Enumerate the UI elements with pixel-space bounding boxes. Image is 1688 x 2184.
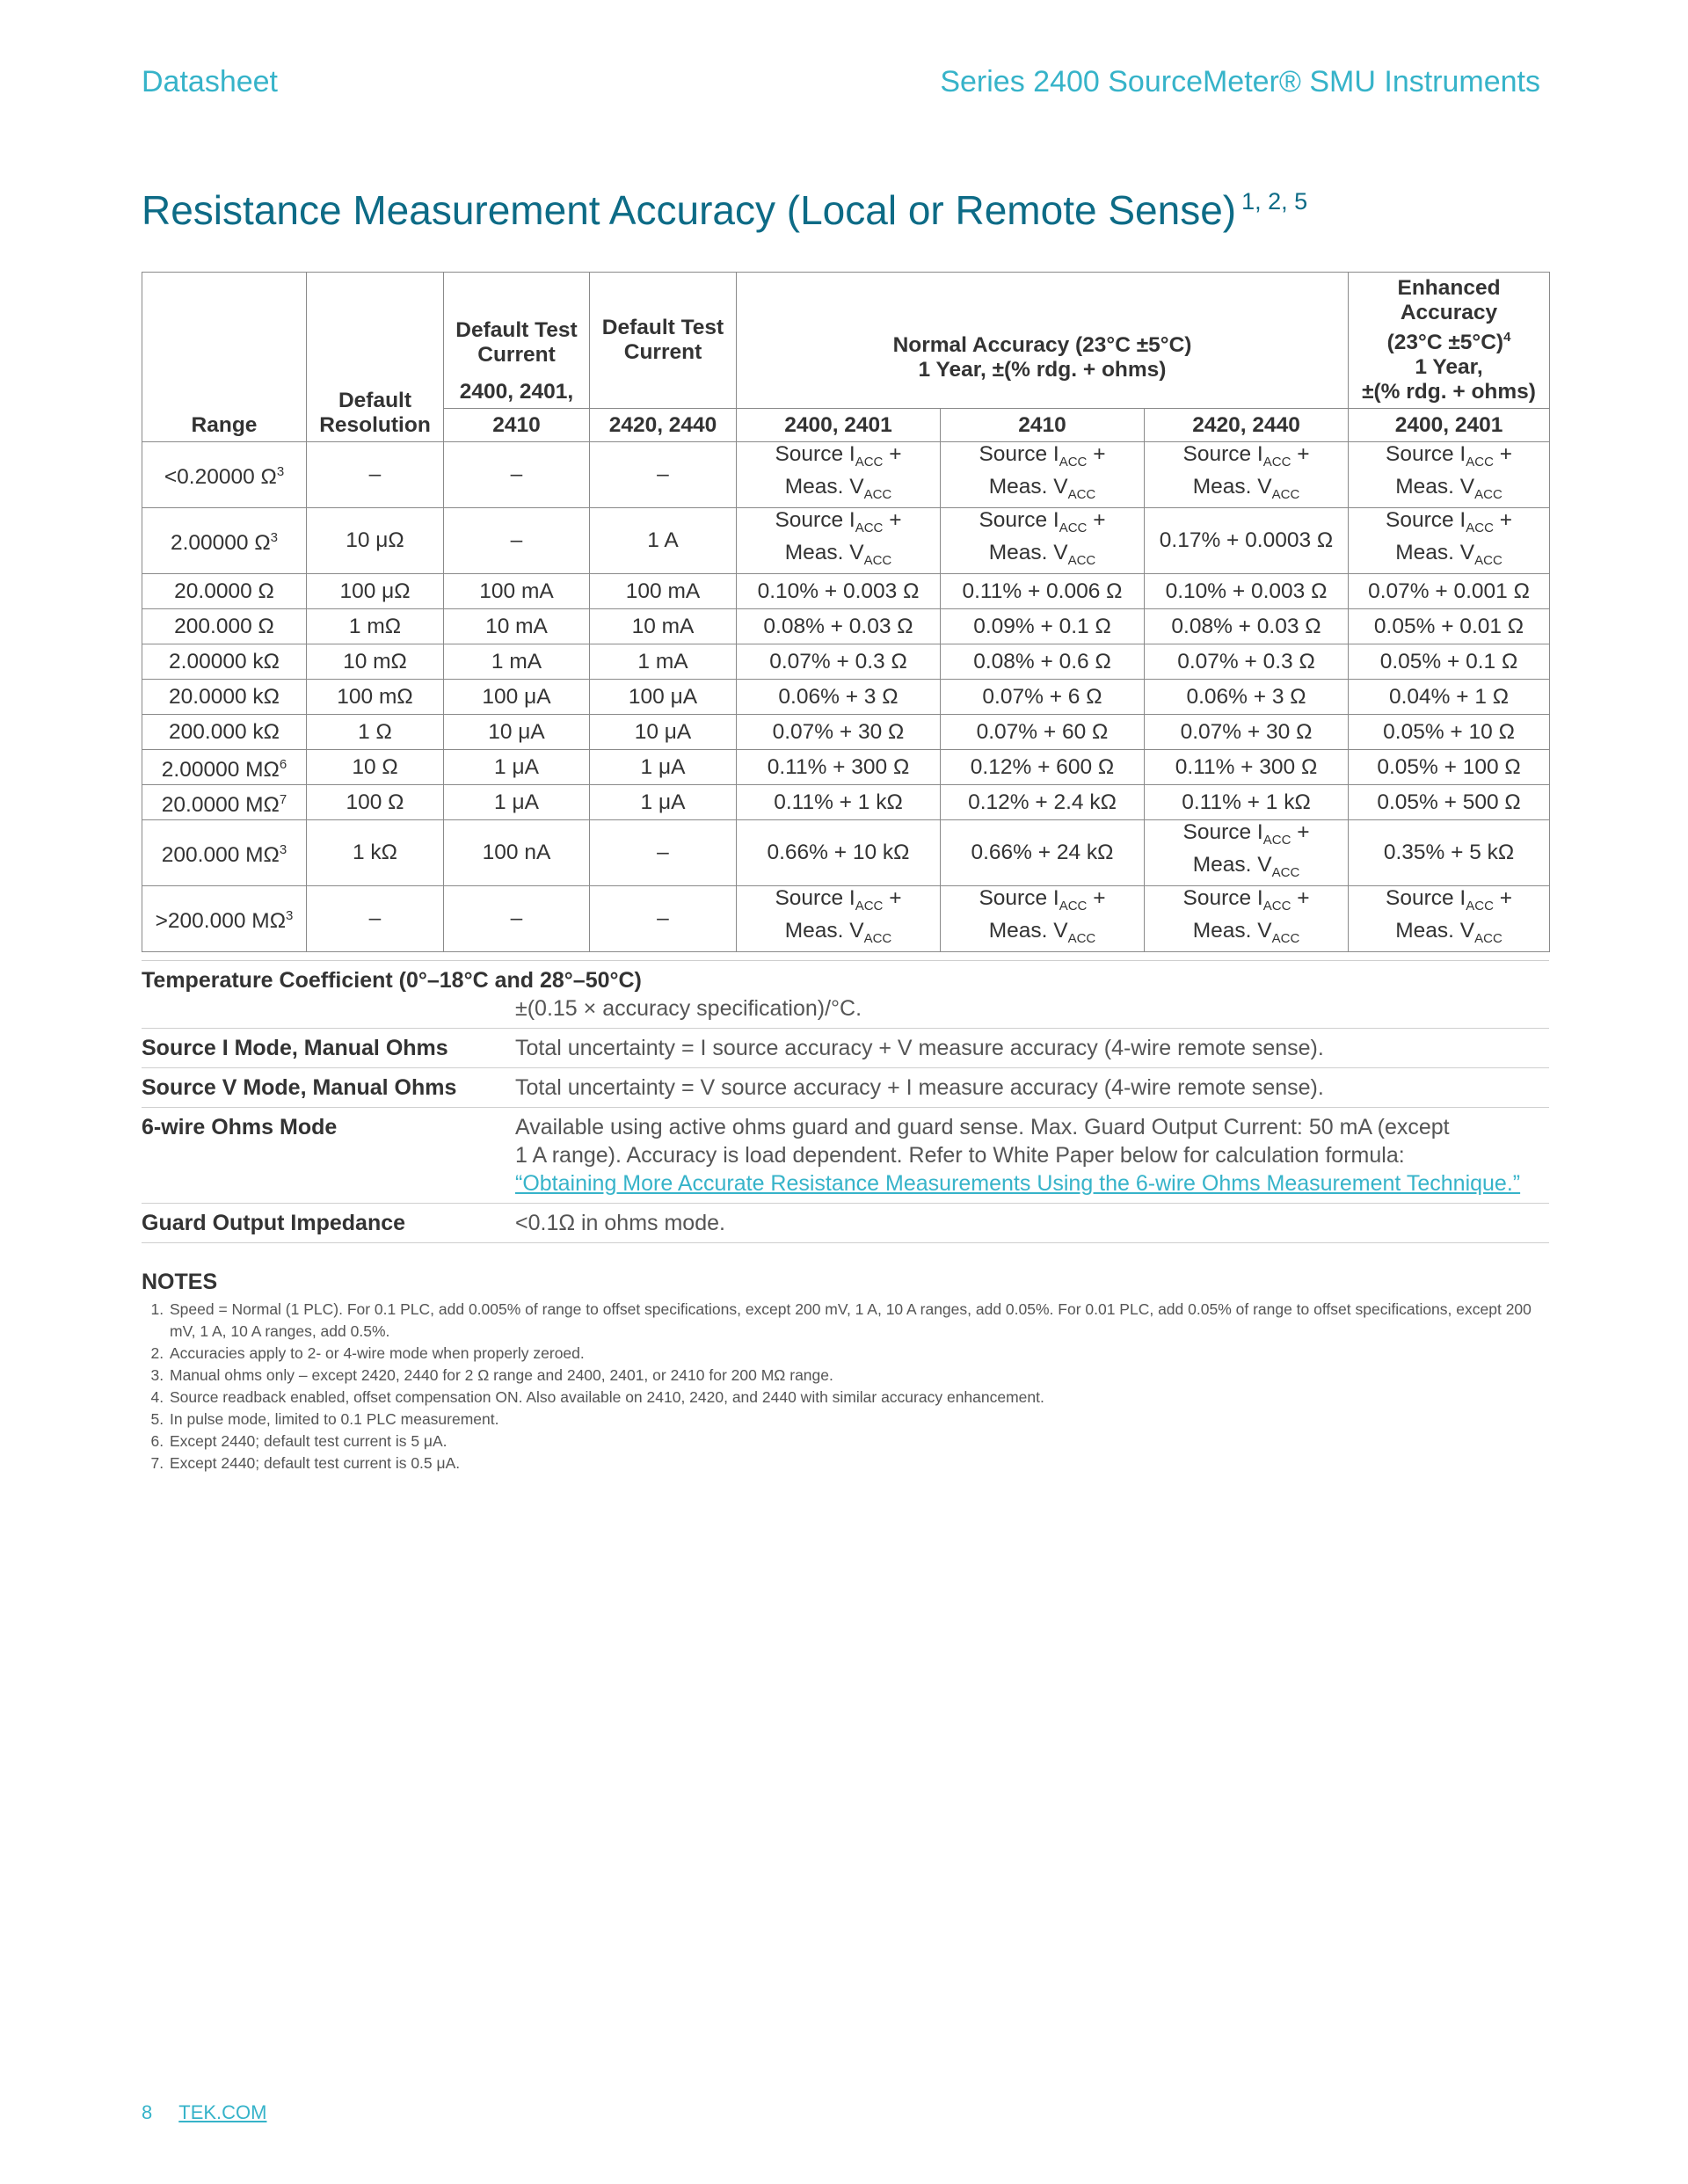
cell-normal-accuracy-2 (941, 886, 1145, 952)
cell-normal-accuracy-2: 0.11% + 0.006 Ω (941, 574, 1145, 609)
cell-range (142, 508, 307, 574)
cell-enhanced-accuracy: 0.07% + 0.001 Ω (1349, 574, 1550, 609)
acc-subscript: ACC (1474, 487, 1502, 502)
cell-range (142, 609, 307, 644)
cell-normal-accuracy-3: 0.11% + 300 Ω (1145, 750, 1349, 785)
cell-enhanced-accuracy: 0.05% + 500 Ω (1349, 785, 1550, 820)
header-normal-l2: 1 Year, ±(% rdg. + ohms) (918, 358, 1167, 382)
header-test-current-a-l1: Default Test (455, 318, 578, 342)
cell-range (142, 574, 307, 609)
cell-range (142, 715, 307, 750)
cell-resolution: 10 mΩ (307, 644, 444, 680)
plus-sign: + (1297, 886, 1310, 910)
header-normal-model-1: 2400, 2401 (737, 409, 941, 442)
cell-range (142, 886, 307, 952)
spec-source-i-mode (142, 1028, 1549, 1067)
note-item: 2. Accuracies apply to 2- or 4-wire mode when properly zeroed. (168, 1343, 1549, 1365)
plus-sign: + (1093, 508, 1106, 532)
cell-test-current-a: 1 mA (444, 644, 590, 680)
acc-subscript: ACC (1271, 931, 1300, 946)
doc-type-label: Datasheet (142, 65, 278, 98)
spec-value (515, 1113, 1549, 1198)
cell-range (142, 785, 307, 820)
cell-normal-accuracy-2: 0.07% + 6 Ω (941, 680, 1145, 715)
header-enhanced-l4: 1 Year, (1415, 355, 1483, 379)
cell-normal-accuracy-2 (941, 508, 1145, 574)
cell-range (142, 820, 307, 886)
resistance-accuracy-table (142, 272, 1550, 952)
page-number: 8 (142, 2101, 153, 2123)
meas-label: Meas. V (784, 475, 864, 499)
cell-normal-accuracy-1 (737, 886, 941, 952)
cell-normal-accuracy-1: 0.07% + 0.3 Ω (737, 644, 941, 680)
cell-test-current-b: 1 μA (590, 785, 737, 820)
acc-subscript: ACC (855, 455, 884, 470)
header-enhanced-ref: 4 (1503, 330, 1511, 345)
header-test-current-a-models-l1: 2400, 2401, (459, 380, 574, 404)
title-text: Resistance Measurement Accuracy (Local or Remote Sense) (142, 187, 1237, 233)
note-item: 1. Speed = Normal (1 PLC). For 0.1 PLC, add 0.005% of range to offset specifications, except 200 mV, 1 A, 10 A ranges, add 0.05%. For 0.01 PLC, add 0.05% of range to offset specifications, except 200 mV, 1 A, 10 A ranges, add 0.5%. (168, 1299, 1549, 1343)
cell-normal-accuracy-1: 0.11% + 1 kΩ (737, 785, 941, 820)
cell-enhanced-accuracy: 0.05% + 0.01 Ω (1349, 609, 1550, 644)
plus-sign: + (1297, 820, 1310, 844)
cell-normal-accuracy-3: 0.11% + 1 kΩ (1145, 785, 1349, 820)
table-row (142, 820, 1550, 886)
cell-range (142, 442, 307, 508)
notes-section (142, 1270, 1549, 1474)
spec-source-v-mode (142, 1067, 1549, 1107)
cell-normal-accuracy-3 (1145, 886, 1349, 952)
range-value: 2.00000 MΩ (161, 757, 280, 782)
cell-normal-accuracy-3: 0.08% + 0.03 Ω (1145, 609, 1349, 644)
meas-label: Meas. V (988, 475, 1068, 499)
spec-label: Source I Mode, Manual Ohms (142, 1036, 448, 1060)
spec-guard-impedance (142, 1203, 1549, 1243)
meas-label: Meas. V (1192, 919, 1272, 943)
source-label: Source I (1386, 442, 1466, 466)
white-paper-link[interactable]: “Obtaining More Accurate Resistance Measurements Using the 6-wire Ohms Measurement Technique.” (515, 1171, 1521, 1196)
cell-enhanced-accuracy: 0.04% + 1 Ω (1349, 680, 1550, 715)
plus-sign: + (1499, 442, 1513, 466)
header-enhanced-l5: ±(% rdg. + ohms) (1362, 380, 1536, 404)
cell-normal-accuracy-1 (737, 508, 941, 574)
acc-subscript: ACC (1271, 865, 1300, 880)
table-row (142, 785, 1550, 820)
plus-sign: + (889, 442, 902, 466)
cell-test-current-b: 1 mA (590, 644, 737, 680)
source-label: Source I (775, 508, 855, 532)
doc-series-title: Series 2400 SourceMeter® SMU Instruments (940, 65, 1540, 98)
header-resolution-l2: Resolution (319, 413, 431, 437)
header-normal-model-3: 2420, 2440 (1145, 409, 1349, 442)
cell-normal-accuracy-1: 0.07% + 30 Ω (737, 715, 941, 750)
header-test-current-b-models: 2420, 2440 (590, 409, 737, 442)
acc-subscript: ACC (1474, 553, 1502, 568)
cell-test-current-b: 100 mA (590, 574, 737, 609)
page-title (142, 186, 1307, 234)
plus-sign: + (889, 508, 902, 532)
cell-enhanced-accuracy (1349, 442, 1550, 508)
table-row (142, 574, 1550, 609)
cell-resolution: 100 Ω (307, 785, 444, 820)
acc-subscript: ACC (1067, 487, 1096, 502)
acc-subscript: ACC (1067, 553, 1096, 568)
source-label: Source I (1182, 820, 1263, 844)
note-item: 3. Manual ohms only – except 2420, 2440 for 2 Ω range and 2400, 2401, or 2410 for 200 MΩ range. (168, 1365, 1549, 1387)
spec-temp-coefficient (142, 960, 1549, 1028)
spec-label: Source V Mode, Manual Ohms (142, 1075, 457, 1100)
spec-value: ±(0.15 × accuracy specification)/°C. (515, 996, 862, 1021)
header-normal-l1: Normal Accuracy (23°C ±5°C) (892, 333, 1192, 357)
header-test-current-b-l1: Default Test (601, 316, 724, 339)
source-label: Source I (1182, 442, 1263, 466)
source-label: Source I (1386, 508, 1466, 532)
acc-subscript: ACC (1466, 899, 1494, 914)
cell-test-current-a: 10 μA (444, 715, 590, 750)
source-label: Source I (979, 886, 1059, 910)
page-footer (142, 2101, 266, 2124)
meas-label: Meas. V (988, 919, 1068, 943)
cell-resolution: 1 Ω (307, 715, 444, 750)
acc-subscript: ACC (855, 899, 884, 914)
note-item: 4. Source readback enabled, offset compensation ON. Also available on 2410, 2420, and 2440 with similar accuracy enhancement. (168, 1387, 1549, 1409)
cell-test-current-a: 1 μA (444, 750, 590, 785)
range-footnote-ref: 3 (279, 842, 287, 857)
spec-value: Total uncertainty = I source accuracy + V measure accuracy (4-wire remote sense). (515, 1036, 1324, 1060)
acc-subscript: ACC (1271, 487, 1300, 502)
cell-normal-accuracy-1 (737, 442, 941, 508)
plus-sign: + (1297, 442, 1310, 466)
header-resolution (307, 273, 444, 442)
cell-test-current-a: 10 mA (444, 609, 590, 644)
acc-subscript: ACC (1059, 455, 1088, 470)
source-label: Source I (775, 886, 855, 910)
cell-resolution: 1 kΩ (307, 820, 444, 886)
header-test-current-b (590, 273, 737, 409)
range-value: 2.00000 kΩ (169, 649, 280, 673)
acc-subscript: ACC (855, 521, 884, 535)
cell-enhanced-accuracy: 0.05% + 10 Ω (1349, 715, 1550, 750)
header-row-top (142, 273, 1550, 409)
cell-normal-accuracy-3 (1145, 442, 1349, 508)
plus-sign: + (1093, 886, 1106, 910)
source-label: Source I (979, 508, 1059, 532)
table-row (142, 508, 1550, 574)
notes-title: NOTES (142, 1270, 218, 1294)
cell-test-current-b: 100 μA (590, 680, 737, 715)
cell-normal-accuracy-3: 0.06% + 3 Ω (1145, 680, 1349, 715)
cell-enhanced-accuracy (1349, 886, 1550, 952)
range-value: 20.0000 kΩ (169, 684, 280, 709)
notes-list (142, 1299, 1549, 1474)
acc-subscript: ACC (1262, 899, 1291, 914)
range-value: 200.000 Ω (174, 614, 274, 638)
header-enhanced-l1: Enhanced (1397, 276, 1501, 300)
table-row (142, 750, 1550, 785)
source-label: Source I (775, 442, 855, 466)
cell-test-current-b: 1 A (590, 508, 737, 574)
cell-normal-accuracy-3: 0.17% + 0.0003 Ω (1145, 508, 1349, 574)
cell-enhanced-accuracy: 0.05% + 100 Ω (1349, 750, 1550, 785)
cell-normal-accuracy-1: 0.06% + 3 Ω (737, 680, 941, 715)
source-label: Source I (1386, 886, 1466, 910)
range-value: <0.20000 Ω (164, 465, 277, 489)
cell-test-current-b: 10 mA (590, 609, 737, 644)
cell-normal-accuracy-2: 0.12% + 600 Ω (941, 750, 1145, 785)
cell-resolution: – (307, 886, 444, 952)
header-test-current-a (444, 273, 590, 409)
cell-normal-accuracy-3: 0.07% + 0.3 Ω (1145, 644, 1349, 680)
meas-label: Meas. V (784, 541, 864, 564)
cell-normal-accuracy-3 (1145, 820, 1349, 886)
cell-normal-accuracy-3: 0.07% + 30 Ω (1145, 715, 1349, 750)
cell-normal-accuracy-2 (941, 442, 1145, 508)
cell-range (142, 644, 307, 680)
meas-label: Meas. V (1395, 475, 1475, 499)
header-enhanced-l3: (23°C ±5°C) (1386, 331, 1504, 354)
acc-subscript: ACC (1466, 521, 1494, 535)
note-item: 5. In pulse mode, limited to 0.1 PLC measurement. (168, 1409, 1549, 1431)
cell-normal-accuracy-1: 0.11% + 300 Ω (737, 750, 941, 785)
cell-enhanced-accuracy: 0.05% + 0.1 Ω (1349, 644, 1550, 680)
spec-list (142, 960, 1549, 1243)
meas-label: Meas. V (1192, 475, 1272, 499)
source-label: Source I (1182, 886, 1263, 910)
cell-test-current-a: 1 μA (444, 785, 590, 820)
note-item: 7. Except 2440; default test current is 0.5 μA. (168, 1452, 1549, 1474)
plus-sign: + (1499, 886, 1513, 910)
header-test-current-a-l2: Current (477, 343, 556, 367)
table-row (142, 680, 1550, 715)
cell-normal-accuracy-2: 0.08% + 0.6 Ω (941, 644, 1145, 680)
spec-value: Total uncertainty = V source accuracy + I measure accuracy (4-wire remote sense). (515, 1075, 1324, 1100)
acc-subscript: ACC (1466, 455, 1494, 470)
spec-value: <0.1Ω in ohms mode. (515, 1211, 725, 1235)
meas-label: Meas. V (784, 919, 864, 943)
meas-label: Meas. V (988, 541, 1068, 564)
table-row (142, 609, 1550, 644)
cell-normal-accuracy-1: 0.08% + 0.03 Ω (737, 609, 941, 644)
title-footnote-refs: 1, 2, 5 (1241, 188, 1308, 215)
acc-subscript: ACC (1059, 521, 1088, 535)
cell-normal-accuracy-1: 0.66% + 10 kΩ (737, 820, 941, 886)
header-normal-accuracy (737, 273, 1349, 409)
range-footnote-ref: 3 (286, 908, 294, 923)
cell-test-current-a: 100 mA (444, 574, 590, 609)
cell-normal-accuracy-1: 0.10% + 0.003 Ω (737, 574, 941, 609)
spec-label: Guard Output Impedance (142, 1211, 406, 1235)
cell-test-current-b: 10 μA (590, 715, 737, 750)
six-wire-line-1: Available using active ohms guard and guard sense. Max. Guard Output Current: 50 mA (except (515, 1115, 1450, 1139)
meas-label: Meas. V (1395, 541, 1475, 564)
cell-range (142, 680, 307, 715)
cell-normal-accuracy-2: 0.12% + 2.4 kΩ (941, 785, 1145, 820)
source-label: Source I (979, 442, 1059, 466)
cell-range (142, 750, 307, 785)
range-value: 200.000 MΩ (161, 843, 280, 867)
cell-resolution: 100 μΩ (307, 574, 444, 609)
meas-label: Meas. V (1192, 853, 1272, 877)
range-footnote-ref: 6 (279, 756, 287, 772)
cell-enhanced-accuracy (1349, 508, 1550, 574)
cell-test-current-b: – (590, 820, 737, 886)
table-body (142, 442, 1550, 952)
cell-test-current-b: 1 μA (590, 750, 737, 785)
acc-subscript: ACC (863, 487, 892, 502)
plus-sign: + (1499, 508, 1513, 532)
cell-test-current-b: – (590, 442, 737, 508)
cell-test-current-a: – (444, 442, 590, 508)
cell-test-current-a: 100 nA (444, 820, 590, 886)
header-normal-model-2: 2410 (941, 409, 1145, 442)
range-value: 2.00000 Ω (170, 531, 271, 555)
table-row (142, 715, 1550, 750)
cell-resolution: 100 mΩ (307, 680, 444, 715)
acc-subscript: ACC (863, 553, 892, 568)
range-value: 20.0000 Ω (174, 579, 274, 603)
cell-test-current-a: 100 μA (444, 680, 590, 715)
table-row (142, 442, 1550, 508)
cell-normal-accuracy-2: 0.09% + 0.1 Ω (941, 609, 1145, 644)
acc-subscript: ACC (1059, 899, 1088, 914)
acc-subscript: ACC (863, 931, 892, 946)
header-test-current-a-models-l2: 2410 (444, 409, 590, 442)
cell-enhanced-accuracy: 0.35% + 5 kΩ (1349, 820, 1550, 886)
cell-resolution: 1 mΩ (307, 609, 444, 644)
range-value: 200.000 kΩ (169, 719, 280, 744)
header-resolution-l1: Default (338, 389, 412, 412)
acc-subscript: ACC (1262, 455, 1291, 470)
plus-sign: + (1093, 442, 1106, 466)
spec-label: 6-wire Ohms Mode (142, 1115, 338, 1139)
range-footnote-ref: 7 (279, 791, 287, 807)
plus-sign: + (889, 886, 902, 910)
cell-test-current-a: – (444, 508, 590, 574)
range-value: 20.0000 MΩ (161, 792, 280, 817)
cell-resolution: 10 Ω (307, 750, 444, 785)
header-enhanced-models: 2400, 2401 (1349, 409, 1550, 442)
note-item: 6. Except 2440; default test current is 5 μA. (168, 1431, 1549, 1452)
cell-test-current-b: – (590, 886, 737, 952)
range-footnote-ref: 3 (276, 464, 285, 479)
cell-resolution: – (307, 442, 444, 508)
meas-label: Meas. V (1395, 919, 1475, 943)
footer-site-link[interactable]: TEK.COM (178, 2101, 267, 2123)
cell-test-current-a: – (444, 886, 590, 952)
header-range: Range (142, 273, 307, 442)
header-test-current-b-l2: Current (623, 340, 702, 364)
header-enhanced-l2: Accuracy (1400, 301, 1498, 324)
range-footnote-ref: 3 (270, 530, 279, 545)
acc-subscript: ACC (1067, 931, 1096, 946)
range-value: >200.000 MΩ (155, 909, 287, 933)
cell-resolution: 10 μΩ (307, 508, 444, 574)
cell-normal-accuracy-2: 0.07% + 60 Ω (941, 715, 1145, 750)
six-wire-line-2: 1 A range). Accuracy is load dependent. Refer to White Paper below for calculation formula: (515, 1143, 1405, 1168)
cell-normal-accuracy-2: 0.66% + 24 kΩ (941, 820, 1145, 886)
cell-normal-accuracy-3: 0.10% + 0.003 Ω (1145, 574, 1349, 609)
header-enhanced-accuracy (1349, 273, 1550, 409)
table-row (142, 886, 1550, 952)
spec-six-wire-mode (142, 1107, 1549, 1203)
table-row (142, 644, 1550, 680)
acc-subscript: ACC (1474, 931, 1502, 946)
spec-label: Temperature Coefficient (0°–18°C and 28°–50°C) (142, 968, 642, 993)
acc-subscript: ACC (1262, 833, 1291, 848)
